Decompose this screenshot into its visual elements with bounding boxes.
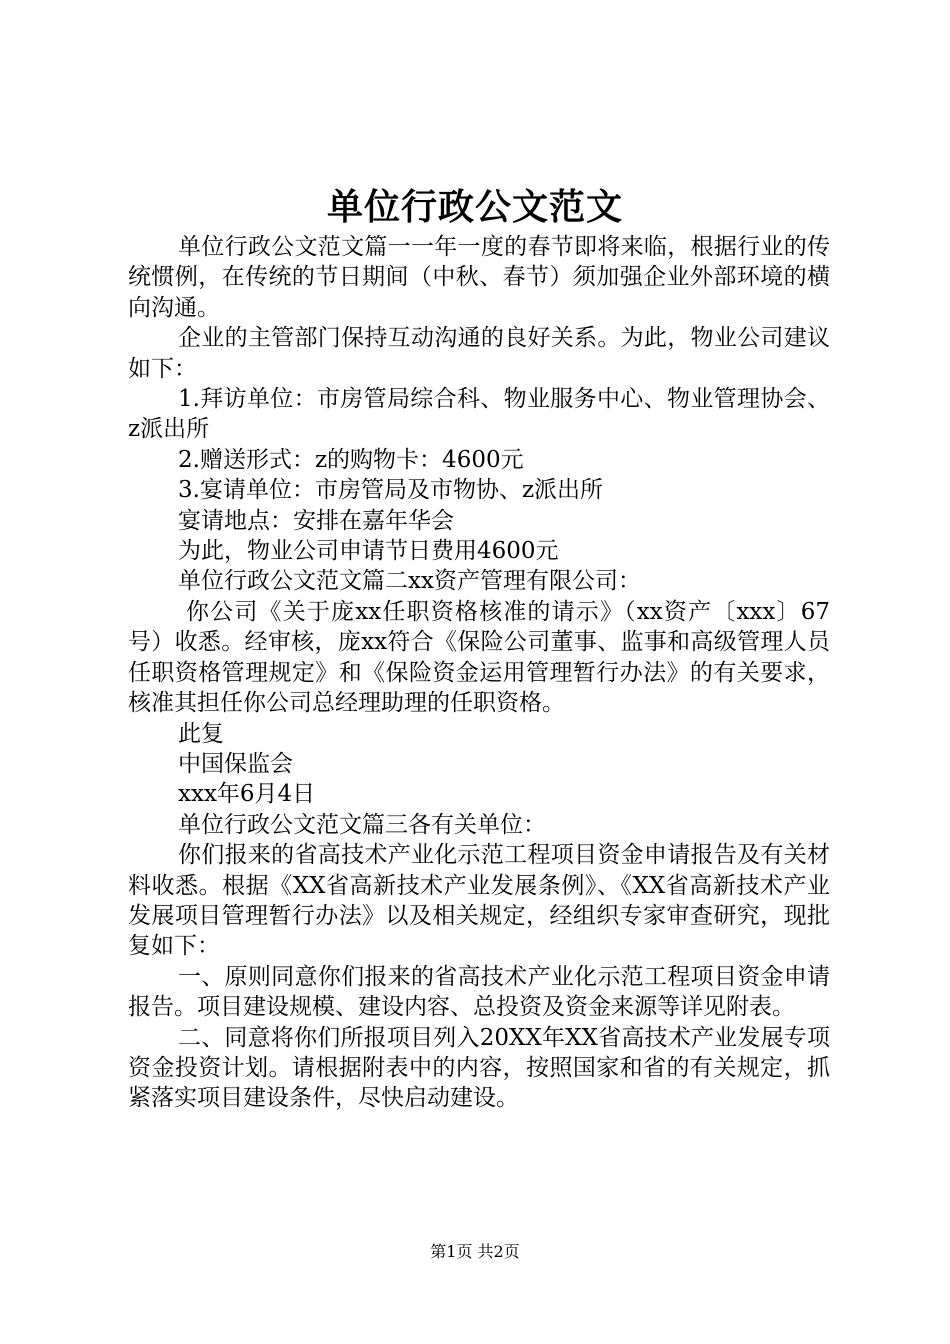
paragraph: 一、原则同意你们报来的省高技术产业化示范工程项目资金申请报告。项目建设规模、建设内容、总投资及资金来源等详见附表。 (128, 963, 830, 1021)
paragraph: 单位行政公文范文篇二xx资产管理有限公司： (178, 568, 641, 595)
paragraph: 你们报来的省高技术产业化示范工程项目资金申请报告及有关材料收悉。根据《XX省高新技术产业发展条例》、《XX省高新技术产业发展项目管理暂行办法》以及相关规定，经组织专家审查研究，现批复如下： (128, 842, 830, 960)
paragraph: 2.赠送形式：z的购物卡：4600元 (178, 446, 524, 473)
paragraph: 中国保监会 (178, 750, 293, 777)
paragraph: 单位行政公文范文篇三各有关单位： (178, 811, 546, 838)
document-title: 单位行政公文范文 (326, 186, 623, 228)
paragraph: 1.拜访单位：市房管局综合科、物业服务中心、物业管理协会、z派出所 (128, 386, 830, 443)
paragraph: 为此，物业公司申请节日费用4600元 (178, 538, 559, 565)
paragraph: 单位行政公文范文篇一一年一度的春节即将来临，根据行业的传统惯例，在传统的节日期间（中秋、春节）须加强企业外部环境的横向沟通。 (128, 234, 830, 321)
paragraph: 此复 (178, 720, 224, 747)
paragraph: xxx年6月4日 (178, 781, 316, 808)
paragraph: 宴请地点：安排在嘉年华会 (178, 507, 454, 534)
page-footer: 第1页 共2页 (430, 1242, 520, 1261)
paragraph: 企业的主管部门保持互动沟通的良好关系。为此，物业公司建议如下： (128, 325, 830, 382)
paragraph: 二、同意将你们所报项目列入20XX年XX省高技术产业发展专项资金投资计划。请根据附表中的内容，按照国家和省的有关规定，抓紧落实项目建设条件，尽快启动建设。 (128, 1024, 830, 1112)
paragraph: 你公司《关于庞xx任职资格核准的请示》（xx资产〔xxx〕67号）收悉。经审核，庞xx符合《保险公司董事、监事和高级管理人员任职资格管理规定》和《保险资金运用管理暂行办法》的有关要求，核准其担任你公司总经理助理的任职资格。 (128, 598, 830, 717)
paragraph: 3.宴请单位：市房管局及市物协、z派出所 (178, 477, 604, 504)
document-body (128, 232, 830, 1114)
